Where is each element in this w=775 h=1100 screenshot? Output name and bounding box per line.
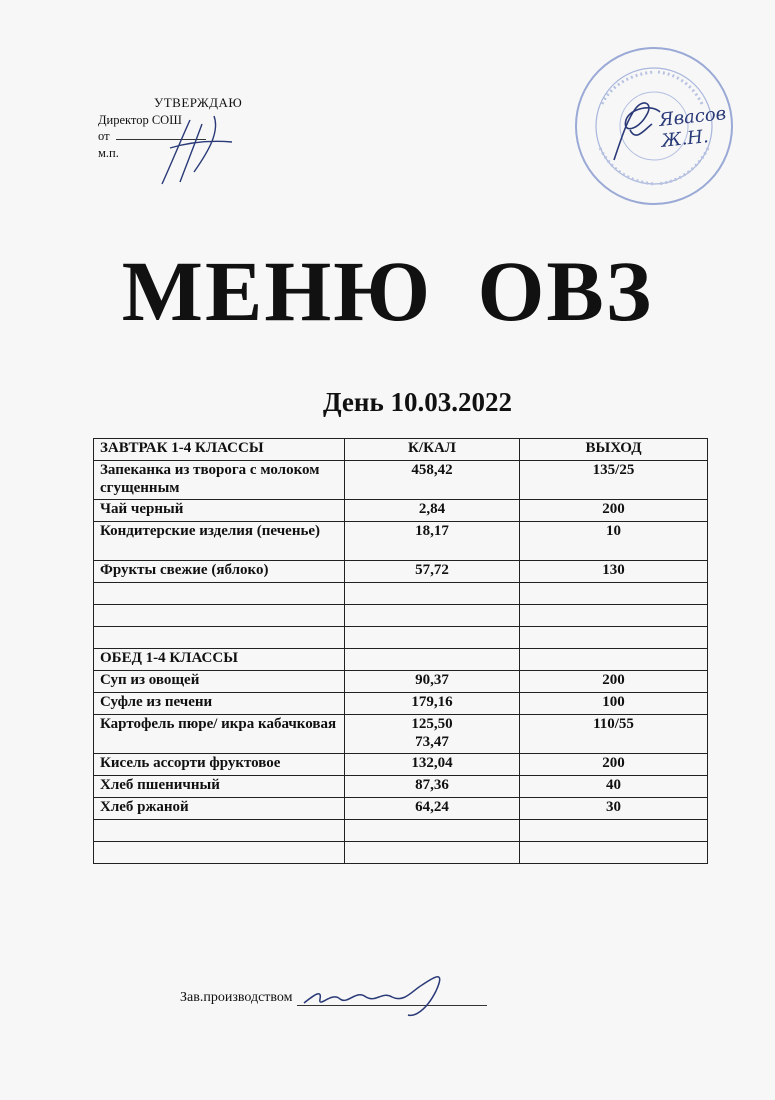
menu-row <box>94 522 708 561</box>
menu-row <box>94 798 708 820</box>
menu-item-name <box>94 627 345 649</box>
menu-item-kcal <box>345 627 520 649</box>
approval-seal: м.п. <box>98 146 119 161</box>
menu-item-kcal <box>345 842 520 864</box>
menu-item-kcal <box>345 605 520 627</box>
menu-item-name <box>94 820 345 842</box>
menu-row <box>94 500 708 522</box>
menu-item-output: 10 <box>520 522 708 561</box>
menu-item-kcal <box>345 649 520 671</box>
menu-item-name: Картофель пюре/ икра кабачковая <box>94 715 345 754</box>
menu-item-output <box>520 842 708 864</box>
menu-item-kcal: 57,72 <box>345 561 520 583</box>
menu-item-kcal: 64,24 <box>345 798 520 820</box>
menu-row <box>94 671 708 693</box>
menu-item-output: 200 <box>520 671 708 693</box>
menu-item-kcal: 179,16 <box>345 693 520 715</box>
menu-item-name <box>94 605 345 627</box>
menu-row <box>94 461 708 500</box>
menu-row <box>94 693 708 715</box>
menu-item-kcal: 125,50 73,47 <box>345 715 520 754</box>
menu-table <box>93 438 708 864</box>
page-title: МЕНЮ ОВЗ <box>121 243 654 339</box>
menu-item-name: Хлеб ржаной <box>94 798 345 820</box>
menu-item-output: 200 <box>520 754 708 776</box>
menu-item-output: 200 <box>520 500 708 522</box>
menu-row <box>94 776 708 798</box>
menu-row <box>94 820 708 842</box>
menu-item-output: 30 <box>520 798 708 820</box>
menu-item-output: 130 <box>520 561 708 583</box>
menu-item-kcal <box>345 820 520 842</box>
approval-from: от <box>98 129 110 144</box>
menu-item-output: ВЫХОД <box>520 439 708 461</box>
menu-item-output <box>520 649 708 671</box>
menu-item-kcal: 2,84 <box>345 500 520 522</box>
production-manager-signature-icon <box>296 955 456 1025</box>
menu-item-output: 135/25 <box>520 461 708 500</box>
menu-item-kcal <box>345 583 520 605</box>
menu-item-output <box>520 627 708 649</box>
menu-item-kcal: К/КАЛ <box>345 439 520 461</box>
menu-item-name: Фрукты свежие (яблоко) <box>94 561 345 583</box>
menu-item-name <box>94 583 345 605</box>
menu-row <box>94 627 708 649</box>
stamp-name: Явасов Ж.Н. <box>658 103 728 152</box>
approval-title: УТВЕРЖДАЮ <box>154 95 243 110</box>
menu-row <box>94 842 708 864</box>
menu-item-kcal: 132,04 <box>345 754 520 776</box>
menu-row <box>94 583 708 605</box>
menu-item-output <box>520 605 708 627</box>
director-signature-icon <box>150 112 240 192</box>
menu-item-name: Хлеб пшеничный <box>94 776 345 798</box>
menu-item-name: Запеканка из творога с молоком сгущенным <box>94 461 345 500</box>
menu-row <box>94 715 708 754</box>
menu-item-name: ОБЕД 1-4 КЛАССЫ <box>94 649 345 671</box>
menu-row <box>94 561 708 583</box>
menu-item-name: Суфле из печени <box>94 693 345 715</box>
menu-item-kcal: 87,36 <box>345 776 520 798</box>
menu-item-output <box>520 583 708 605</box>
footer-label: Зав.производством <box>180 990 293 1005</box>
menu-item-name <box>94 842 345 864</box>
menu-item-name: Чай черный <box>94 500 345 522</box>
menu-item-name: Кондитерские изделия (печенье) <box>94 522 345 561</box>
menu-item-kcal: 458,42 <box>345 461 520 500</box>
menu-row <box>94 439 708 461</box>
menu-item-kcal: 90,37 <box>345 671 520 693</box>
menu-row <box>94 649 708 671</box>
menu-date: День 10.03.2022 <box>323 387 512 417</box>
menu-item-output: 110/55 <box>520 715 708 754</box>
menu-item-output: 100 <box>520 693 708 715</box>
menu-row <box>94 754 708 776</box>
menu-item-kcal: 18,17 <box>345 522 520 561</box>
menu-item-name: ЗАВТРАК 1-4 КЛАССЫ <box>94 439 345 461</box>
menu-item-output: 40 <box>520 776 708 798</box>
menu-row <box>94 605 708 627</box>
approval-position: Директор СОШ <box>98 112 182 127</box>
menu-item-name: Суп из овощей <box>94 671 345 693</box>
menu-item-name: Кисель ассорти фруктовое <box>94 754 345 776</box>
menu-item-output <box>520 820 708 842</box>
